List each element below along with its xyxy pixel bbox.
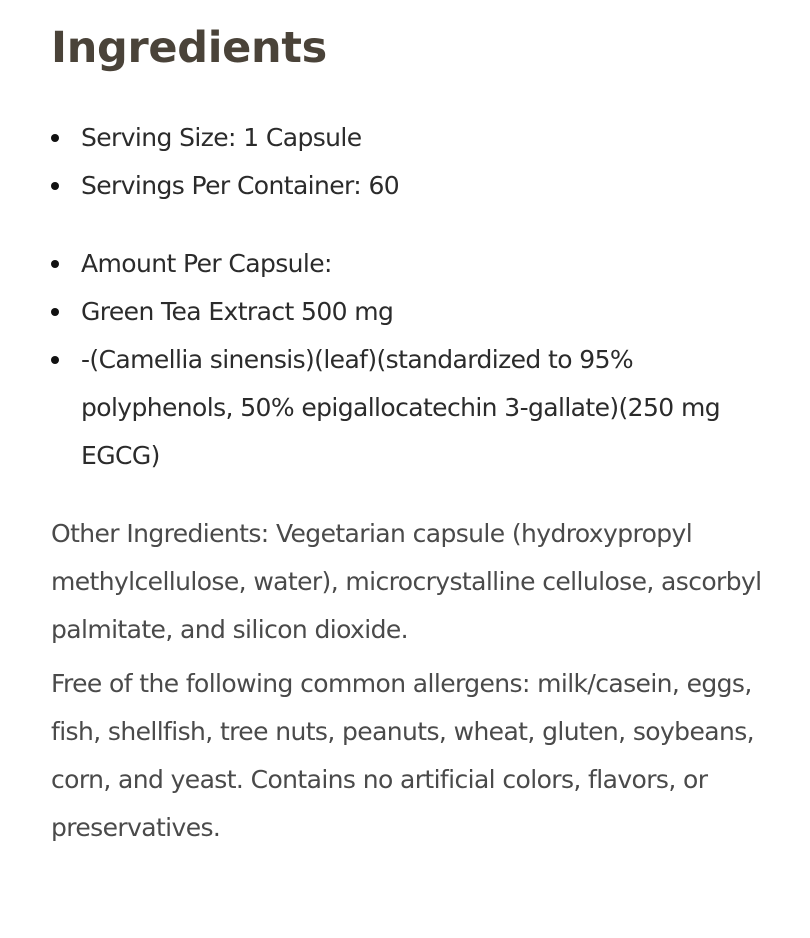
serving-info-list (51, 114, 770, 210)
extract-detail-text: -(Camellia sinensis)(leaf)(standardized to 95% polyphenols, 50% epigallocatechin 3-gallate)(250 mg EGCG) (81, 345, 720, 470)
amount-per-capsule-text: Amount Per Capsule: (81, 249, 332, 278)
bullet-dot-icon (51, 356, 59, 364)
serving-size-text: Serving Size: 1 Capsule (81, 123, 362, 152)
list-item (51, 288, 770, 336)
bullet-dot-icon (51, 260, 59, 268)
list-item (51, 162, 770, 210)
servings-per-container-text: Servings Per Container: 60 (81, 171, 400, 200)
section-heading: Ingredients (51, 23, 327, 73)
list-item (51, 336, 770, 480)
other-ingredients-paragraph: Other Ingredients: Vegetarian capsule (hydroxypropyl methylcellulose, water), microcrystalline cellulose, ascorbyl palmitate, and silicon dioxide. (51, 519, 762, 644)
bullet-dot-icon (51, 134, 59, 142)
list-item (51, 114, 770, 162)
amount-info-list (51, 240, 770, 480)
list-item (51, 240, 770, 288)
allergen-statement-paragraph: Free of the following common allergens: milk/casein, eggs, fish, shellfish, tree nuts, peanuts, wheat, gluten, soybeans, corn, and yeast. Contains no artificial colors, flavors, or preservatives. (51, 669, 754, 842)
bullet-dot-icon (51, 308, 59, 316)
bullet-dot-icon (51, 182, 59, 190)
green-tea-extract-text: Green Tea Extract 500 mg (81, 297, 394, 326)
